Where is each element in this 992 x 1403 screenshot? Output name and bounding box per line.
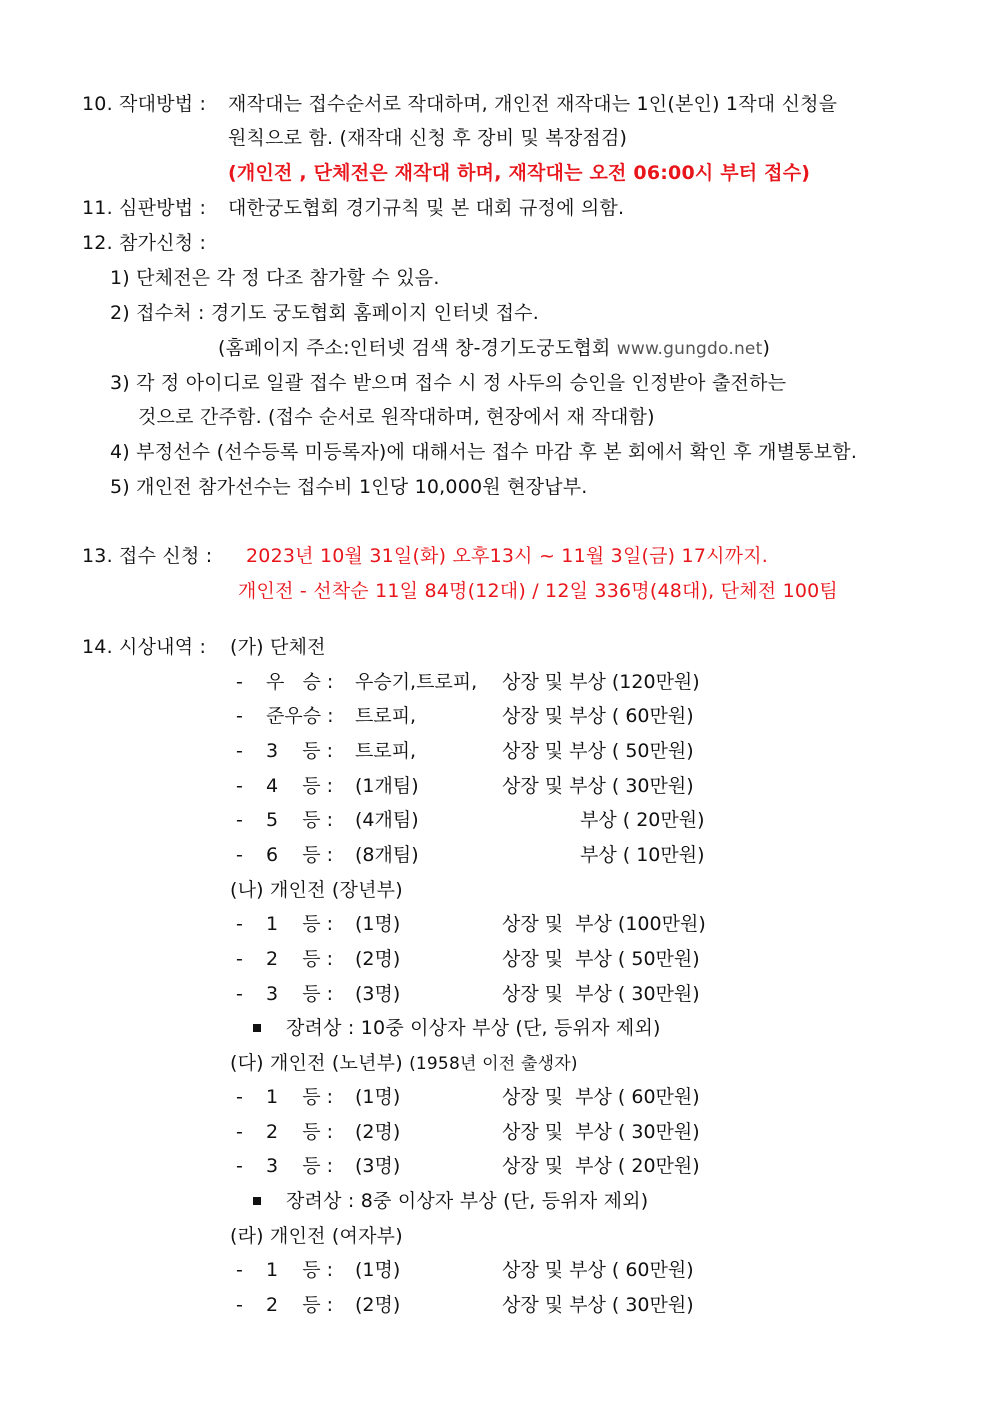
row-who: 우승기,트로피, — [355, 671, 478, 693]
row-award: 상장 및 부상 (120만원) — [502, 671, 700, 693]
row-who: (2명) — [355, 948, 401, 970]
row-award: 상장 및 부상 (100만원) — [502, 913, 706, 935]
row-who: (3명) — [355, 1155, 401, 1177]
row-award: 상장 및 부상 ( 30만원) — [502, 1294, 694, 1316]
row-dash: - — [236, 983, 243, 1005]
s11-label: 11. 심판방법 : — [82, 197, 207, 219]
row-award: 상장 및 부상 ( 50만원) — [502, 948, 700, 970]
row-rank: 6 등 : — [266, 844, 334, 866]
row-rank: 2 등 : — [266, 948, 334, 970]
s12-item2-address-label: (홈페이지 주소:인터넷 검색 창-경기도궁도협회 — [218, 337, 611, 359]
row-who: 트로피, — [355, 705, 417, 727]
group-ra-title: (라) 개인전 (여자부) — [230, 1225, 403, 1247]
s10-line3: (개인전 , 단체전은 재작대 하며, 재작대는 오전 06:00시 부터 접수) — [228, 162, 811, 184]
row-who: (2명) — [355, 1294, 401, 1316]
website-link[interactable]: www.gungdo.net — [616, 339, 763, 359]
row-who: (3명) — [355, 983, 401, 1005]
row-dash: - — [236, 948, 243, 970]
row-dash: - — [236, 809, 243, 831]
row-rank: 5 등 : — [266, 809, 334, 831]
group-da-title-text: (다) 개인전 (노년부) — [230, 1052, 403, 1074]
row-rank: 1 등 : — [266, 913, 334, 935]
row-rank: 우 승 : — [266, 671, 334, 693]
group-da-title — [230, 1049, 578, 1078]
row-dash: - — [236, 844, 243, 866]
row-rank: 3 등 : — [266, 1155, 334, 1177]
group-na-note: 장려상 : 10중 이상자 부상 (단, 등위자 제외) — [286, 1017, 661, 1039]
s12-item3-line2: 것으로 간주함. (접수 순서로 원작대하며, 현장에서 재 작대함) — [138, 406, 655, 428]
row-who: (1명) — [355, 1086, 401, 1108]
row-rank: 3 등 : — [266, 740, 334, 762]
s12-label: 12. 참가신청 : — [82, 232, 207, 254]
row-award: 상장 및 부상 ( 60만원) — [502, 705, 694, 727]
row-dash: - — [236, 913, 243, 935]
s12-item5: 5) 개인전 참가선수는 접수비 1인당 10,000원 현장납부. — [110, 476, 588, 498]
row-award: 부상 ( 20만원) — [580, 809, 705, 831]
row-who: (1명) — [355, 913, 401, 935]
s13-label: 13. 접수 신청 : — [82, 545, 213, 567]
row-dash: - — [236, 775, 243, 797]
s12-item2: 2) 접수처 : 경기도 궁도협회 홈페이지 인터넷 접수. — [110, 302, 539, 324]
row-who: (1명) — [355, 1259, 401, 1281]
group-da-note: 장려상 : 8중 이상자 부상 (단, 등위자 제외) — [286, 1190, 649, 1212]
group-ga-title: (가) 단체전 — [230, 636, 326, 658]
s10-label: 10. 작대방법 : — [82, 93, 207, 115]
s10-line2: 원칙으로 함. (재작대 신청 후 장비 및 복장점검) — [228, 127, 628, 149]
row-award: 상장 및 부상 ( 60만원) — [502, 1259, 694, 1281]
s13-line1: 2023년 10월 31일(화) 오후13시 ~ 11월 3일(금) 17시까지. — [246, 545, 769, 567]
s12-item3-line1: 3) 각 정 아이디로 일괄 접수 받으며 접수 시 정 사두의 승인을 인정받아 출전하는 — [110, 372, 787, 394]
s14-label: 14. 시상내역 : — [82, 636, 207, 658]
bullet-square-icon — [253, 1024, 261, 1032]
s12-item4: 4) 부정선수 (선수등록 미등록자)에 대해서는 접수 마감 후 본 회에서 확인 후 개별통보함. — [110, 441, 858, 463]
row-rank: 2 등 : — [266, 1294, 334, 1316]
s11-text: 대한궁도협회 경기규칙 및 본 대회 규정에 의함. — [228, 197, 625, 219]
row-award: 부상 ( 10만원) — [580, 844, 705, 866]
row-dash: - — [236, 1294, 243, 1316]
row-who: (1개팀) — [355, 775, 419, 797]
group-na-title: (나) 개인전 (장년부) — [230, 879, 403, 901]
row-dash: - — [236, 1086, 243, 1108]
row-dash: - — [236, 1121, 243, 1143]
row-award: 상장 및 부상 ( 30만원) — [502, 1121, 700, 1143]
row-who: 트로피, — [355, 740, 417, 762]
row-award: 상장 및 부상 ( 30만원) — [502, 775, 694, 797]
row-rank: 4 등 : — [266, 775, 334, 797]
s13-line2: 개인전 - 선착순 11일 84명(12대) / 12일 336명(48대), 단체전 100팀 — [238, 580, 838, 602]
row-award: 상장 및 부상 ( 60만원) — [502, 1086, 700, 1108]
s12-item2-close-paren: ) — [762, 337, 771, 359]
row-rank: 준우승 : — [266, 705, 334, 727]
row-rank: 3 등 : — [266, 983, 334, 1005]
s12-item2-sub — [218, 334, 770, 363]
s12-item1: 1) 단체전은 각 정 다조 참가할 수 있음. — [110, 267, 440, 289]
row-award: 상장 및 부상 ( 30만원) — [502, 983, 700, 1005]
row-who: (8개팀) — [355, 844, 419, 866]
bullet-square-icon — [253, 1197, 261, 1205]
row-who: (4개팀) — [355, 809, 419, 831]
row-who: (2명) — [355, 1121, 401, 1143]
row-rank: 1 등 : — [266, 1086, 334, 1108]
row-dash: - — [236, 705, 243, 727]
row-rank: 1 등 : — [266, 1259, 334, 1281]
row-dash: - — [236, 740, 243, 762]
s10-line1: 재작대는 접수순서로 작대하며, 개인전 재작대는 1인(본인) 1작대 신청을 — [228, 93, 838, 115]
row-dash: - — [236, 1259, 243, 1281]
row-dash: - — [236, 671, 243, 693]
row-award: 상장 및 부상 ( 20만원) — [502, 1155, 700, 1177]
row-award: 상장 및 부상 ( 50만원) — [502, 740, 694, 762]
row-rank: 2 등 : — [266, 1121, 334, 1143]
row-dash: - — [236, 1155, 243, 1177]
group-da-title-extra: (1958년 이전 출생자) — [409, 1054, 578, 1074]
